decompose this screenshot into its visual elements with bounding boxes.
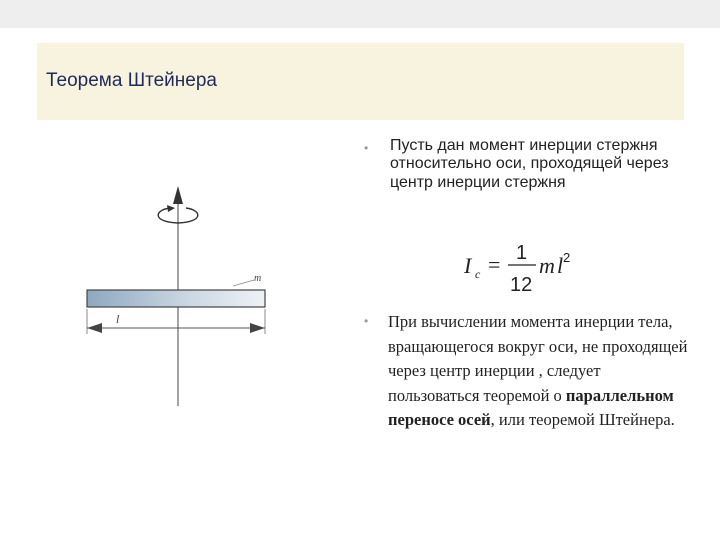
formula-lhs-subscript: c	[475, 267, 481, 281]
formula-numerator: 1	[516, 242, 528, 264]
rod	[87, 290, 265, 307]
mass-label: m	[254, 273, 262, 284]
bullet-text-1: Пусть дан момент инерции стержня относительно оси, проходящей через центр инерции стержня	[390, 137, 669, 191]
slide-title: Теорема Штейнера	[46, 70, 217, 91]
axis-arrowhead-icon	[173, 186, 183, 204]
formula-exponent: 2	[563, 250, 571, 265]
rotation-arrowhead-icon	[167, 205, 175, 212]
length-arrow-left-icon	[87, 323, 102, 333]
formula-m: m	[539, 253, 555, 278]
formula-equals: =	[488, 252, 501, 277]
formula-denominator: 12	[510, 274, 533, 296]
length-arrow-right-icon	[250, 323, 265, 333]
bullet-marker-2: •	[364, 314, 369, 328]
bullet-marker-1: •	[364, 141, 369, 155]
bullet-text-2	[388, 310, 688, 433]
mass-leader-line	[233, 280, 254, 286]
bullet-2-part2: , или теоремой Штейнера.	[490, 410, 675, 429]
bullet-2-bold-term: параллельном переносе осей	[388, 385, 674, 429]
top-strip	[0, 0, 720, 28]
rod-rotation-diagram	[78, 178, 278, 410]
bullet-2-part1: При вычислении момента инерции тела, вращающегося вокруг оси, не проходящей через центр инерции , следует пользоваться теоремой о	[388, 312, 688, 405]
length-label: l	[116, 312, 120, 326]
title-band	[37, 43, 684, 120]
inertia-formula	[462, 238, 592, 298]
formula-lhs: I	[464, 253, 472, 278]
formula-l: l	[557, 253, 564, 278]
